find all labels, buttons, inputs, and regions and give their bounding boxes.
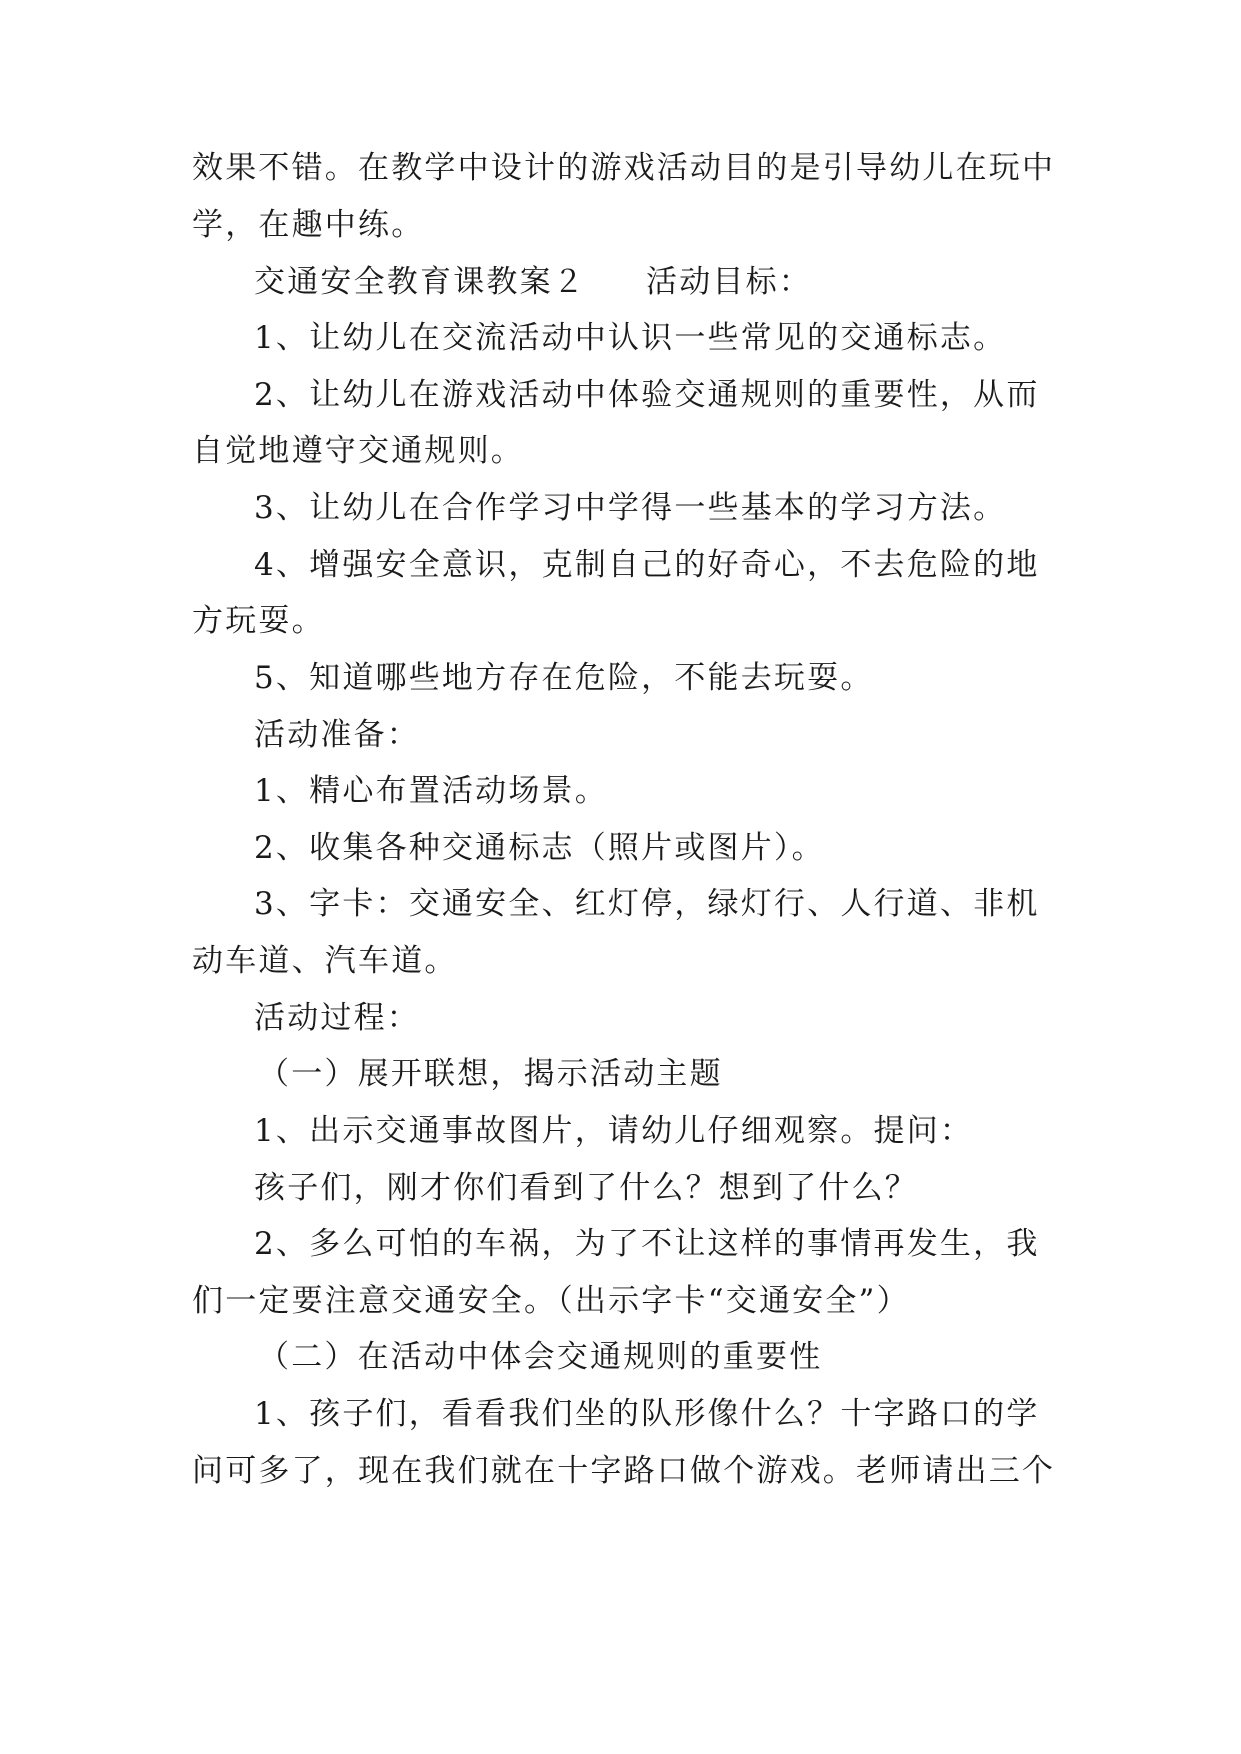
list-item: 3、字卡：交通安全、红灯停，绿灯行、人行道、非机 <box>254 886 1040 922</box>
section-heading-goals: 活动目标： <box>646 264 812 300</box>
list-item: 2、收集各种交通标志（照片或图片）。 <box>254 830 825 866</box>
section-heading-preparation: 活动准备： <box>254 717 420 753</box>
list-item: 1、孩子们，看看我们坐的队形像什么？十字路口的学 <box>254 1396 1040 1432</box>
list-item: 5、知道哪些地方存在危险，不能去玩耍。 <box>254 660 874 696</box>
list-item: 3、让幼儿在合作学习中学得一些基本的学习方法。 <box>254 490 1007 526</box>
list-item: 2、让幼儿在游戏活动中体验交通规则的重要性，从而 <box>254 377 1040 413</box>
list-item-continuation: 问可多了，现在我们就在十字路口做个游戏。老师请出三个 <box>192 1453 1056 1489</box>
list-item-continuation: 们一定要注意交通安全。（出示字卡“交通安全”） <box>192 1283 910 1319</box>
list-item: 1、精心布置活动场景。 <box>254 773 608 809</box>
lesson-title: 交通安全教育课教案２ <box>254 264 586 300</box>
subsection-heading: （二）在活动中体会交通规则的重要性 <box>258 1339 823 1375</box>
paragraph-line: 学，在趣中练。 <box>192 207 425 243</box>
list-item: 2、多么可怕的车祸，为了不让这样的事情再发生，我 <box>254 1226 1040 1262</box>
lesson-title-line <box>254 262 1062 302</box>
subsection-heading: （一）展开联想，揭示活动主题 <box>258 1056 723 1092</box>
list-item: 1、出示交通事故图片，请幼儿仔细观察。提问： <box>254 1113 974 1149</box>
section-heading-process: 活动过程： <box>254 1000 420 1036</box>
list-item-continuation: 动车道、汽车道。 <box>192 943 458 979</box>
list-item-continuation: 自觉地遵守交通规则。 <box>192 433 524 469</box>
paragraph-line: 孩子们，刚才你们看到了什么？想到了什么？ <box>254 1170 918 1206</box>
paragraph-line: 效果不错。在教学中设计的游戏活动目的是引导幼儿在玩中 <box>192 150 1056 186</box>
list-item-continuation: 方玩耍。 <box>192 603 325 639</box>
list-item: 4、增强安全意识，克制自己的好奇心，不去危险的地 <box>254 547 1040 583</box>
list-item: 1、让幼儿在交流活动中认识一些常见的交通标志。 <box>254 320 1007 356</box>
